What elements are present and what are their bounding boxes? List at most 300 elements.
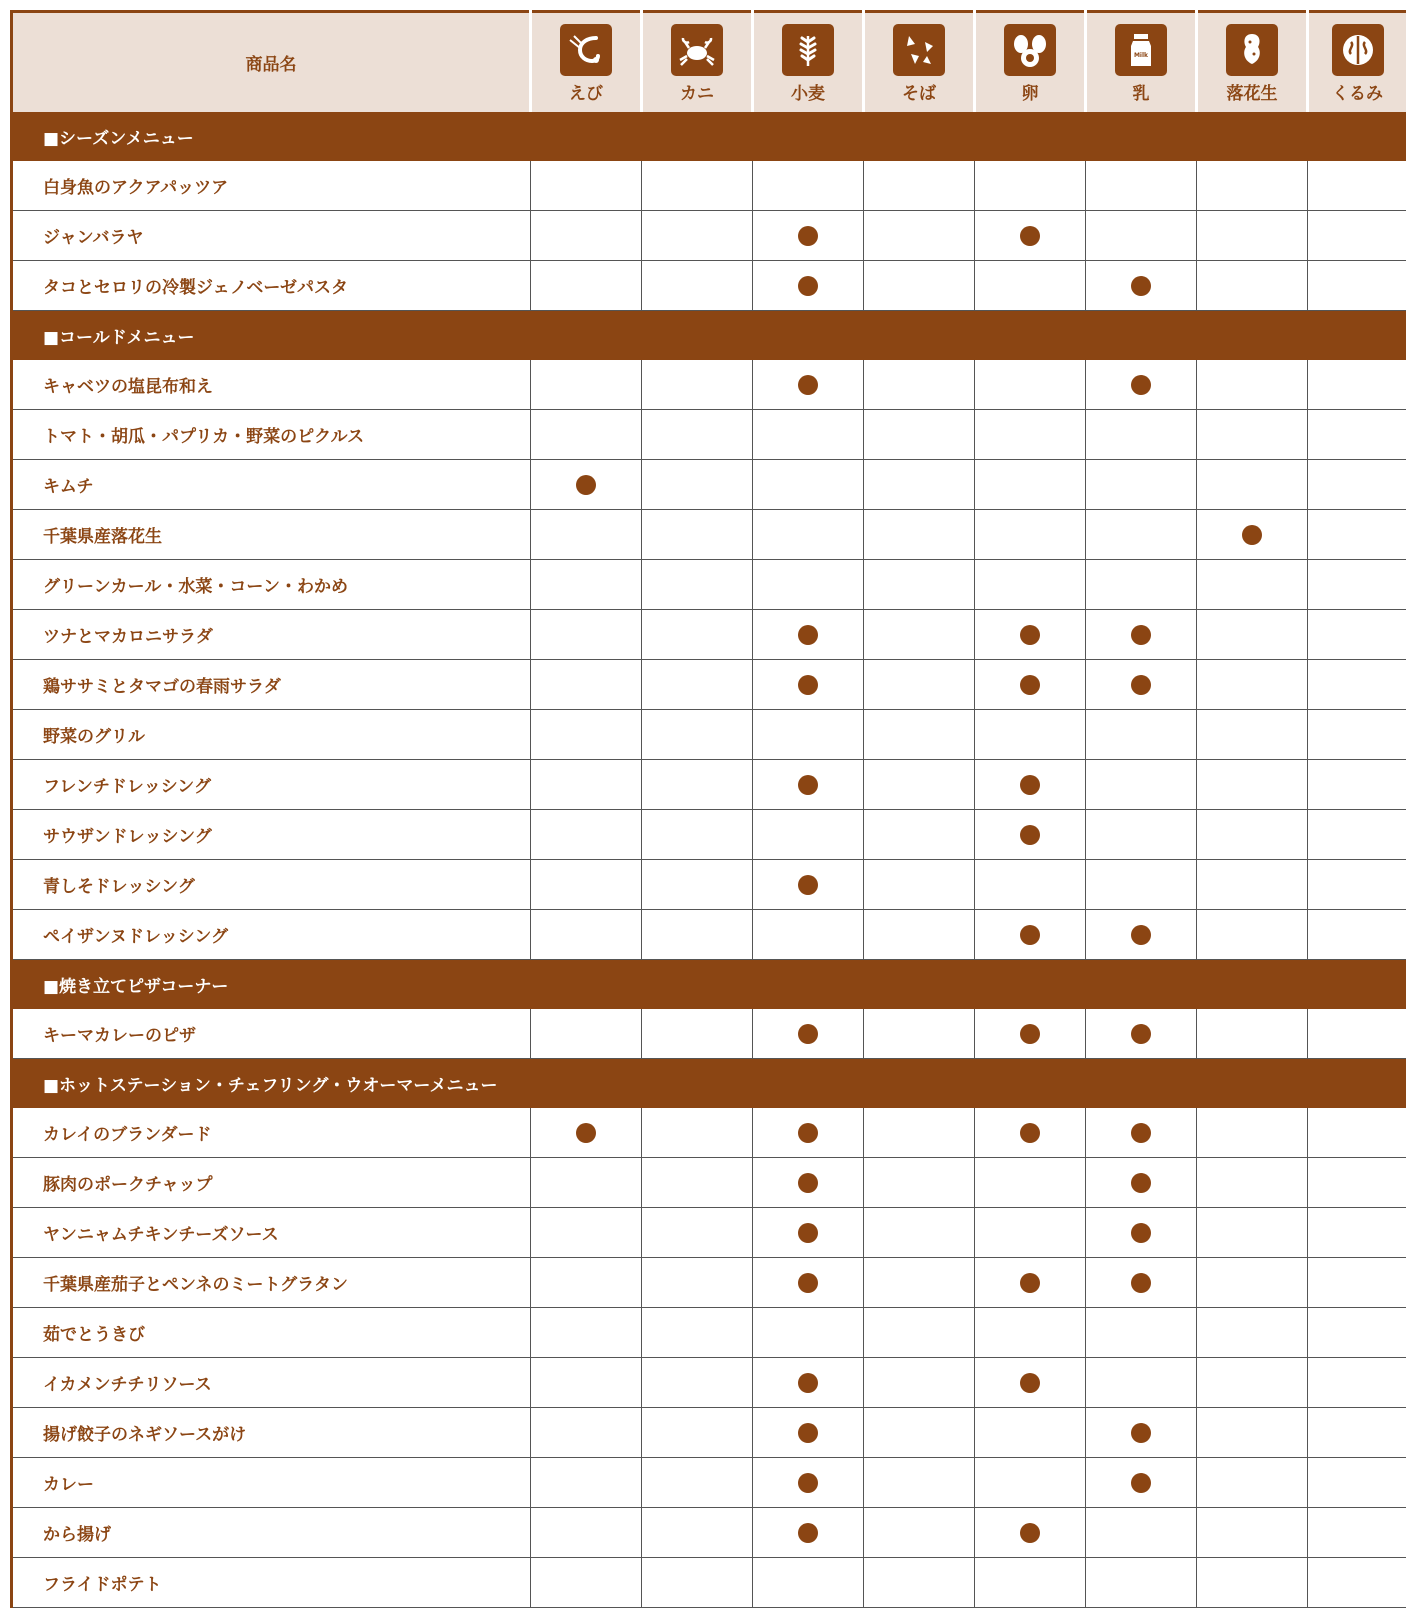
allergen-mark xyxy=(798,625,818,645)
allergen-cell-milk xyxy=(1086,1208,1197,1258)
allergen-cell-buckwheat xyxy=(864,1508,975,1558)
allergen-cell-walnut xyxy=(1308,760,1406,810)
allergen-cell-egg xyxy=(975,660,1086,710)
allergen-cell-buckwheat xyxy=(864,410,975,460)
item-name: 鶏ササミとタマゴの春雨サラダ xyxy=(12,660,531,710)
allergen-cell-milk xyxy=(1086,1258,1197,1308)
allergen-cell-crab xyxy=(642,660,753,710)
allergen-cell-peanut xyxy=(1197,910,1308,960)
item-name: キーマカレーのピザ xyxy=(12,1009,531,1059)
allergen-cell-crab xyxy=(642,910,753,960)
allergen-cell-peanut xyxy=(1197,1408,1308,1458)
allergen-cell-wheat xyxy=(753,610,864,660)
allergen-cell-wheat xyxy=(753,810,864,860)
allergen-cell-buckwheat xyxy=(864,860,975,910)
allergen-mark xyxy=(1131,276,1151,296)
allergen-mark xyxy=(798,875,818,895)
section-row xyxy=(12,112,1406,161)
table-row xyxy=(12,1158,1406,1208)
allergen-cell-peanut xyxy=(1197,710,1308,760)
allergen-cell-milk xyxy=(1086,1408,1197,1458)
allergen-cell-walnut xyxy=(1308,660,1406,710)
allergen-cell-milk xyxy=(1086,810,1197,860)
buckwheat-icon xyxy=(893,24,945,76)
allergen-cell-peanut xyxy=(1197,1108,1308,1158)
item-name: ペイザンヌドレッシング xyxy=(12,910,531,960)
table-row xyxy=(12,760,1406,810)
allergen-cell-shrimp xyxy=(531,810,642,860)
allergen-cell-egg xyxy=(975,910,1086,960)
allergen-cell-wheat xyxy=(753,1158,864,1208)
allergen-cell-buckwheat xyxy=(864,810,975,860)
allergen-cell-egg xyxy=(975,211,1086,261)
allergen-cell-milk xyxy=(1086,760,1197,810)
item-name: 千葉県産落花生 xyxy=(12,510,531,560)
allergen-cell-buckwheat xyxy=(864,660,975,710)
allergen-cell-crab xyxy=(642,510,753,560)
allergen-cell-crab xyxy=(642,1408,753,1458)
allergen-cell-peanut xyxy=(1197,1458,1308,1508)
allergen-label: 卵 xyxy=(1021,84,1039,104)
allergen-header-crab xyxy=(642,12,753,113)
section-title: ■焼き立てピザコーナー xyxy=(12,960,1406,1009)
allergen-cell-wheat xyxy=(753,910,864,960)
allergen-mark xyxy=(798,1273,818,1293)
allergen-cell-buckwheat xyxy=(864,910,975,960)
allergen-cell-walnut xyxy=(1308,1508,1406,1558)
allergen-cell-buckwheat xyxy=(864,161,975,211)
allergen-cell-crab xyxy=(642,610,753,660)
allergen-mark xyxy=(1131,1473,1151,1493)
allergen-cell-peanut xyxy=(1197,1208,1308,1258)
allergen-cell-walnut xyxy=(1308,1258,1406,1308)
item-name: キムチ xyxy=(12,460,531,510)
allergen-cell-egg xyxy=(975,560,1086,610)
allergen-cell-buckwheat xyxy=(864,1009,975,1059)
allergen-cell-shrimp xyxy=(531,460,642,510)
allergen-cell-peanut xyxy=(1197,1508,1308,1558)
allergen-label: 落花生 xyxy=(1226,84,1278,104)
allergen-cell-milk xyxy=(1086,460,1197,510)
allergen-cell-crab xyxy=(642,1508,753,1558)
allergen-cell-shrimp xyxy=(531,1458,642,1508)
allergen-cell-milk xyxy=(1086,360,1197,410)
item-name: トマト・胡瓜・パプリカ・野菜のピクルス xyxy=(12,410,531,460)
item-name: カレー xyxy=(12,1458,531,1508)
table-row xyxy=(12,1358,1406,1408)
allergen-label: そば xyxy=(902,84,936,104)
allergen-cell-buckwheat xyxy=(864,1358,975,1408)
allergen-cell-peanut xyxy=(1197,610,1308,660)
allergen-cell-wheat xyxy=(753,860,864,910)
allergen-mark xyxy=(1131,1223,1151,1243)
allergen-cell-shrimp xyxy=(531,710,642,760)
allergen-mark xyxy=(576,475,596,495)
allergen-cell-walnut xyxy=(1308,460,1406,510)
allergen-header-egg xyxy=(975,12,1086,113)
allergen-cell-wheat xyxy=(753,410,864,460)
allergen-cell-egg xyxy=(975,1158,1086,1208)
table-row xyxy=(12,1458,1406,1508)
allergen-cell-buckwheat xyxy=(864,1158,975,1208)
item-name: から揚げ xyxy=(12,1508,531,1558)
allergen-cell-wheat xyxy=(753,710,864,760)
allergen-cell-crab xyxy=(642,1458,753,1508)
allergen-mark xyxy=(798,1423,818,1443)
allergen-cell-crab xyxy=(642,161,753,211)
allergen-cell-crab xyxy=(642,1108,753,1158)
allergen-cell-walnut xyxy=(1308,211,1406,261)
allergen-cell-milk xyxy=(1086,910,1197,960)
product-name-header: 商品名 xyxy=(12,12,531,113)
allergen-cell-crab xyxy=(642,261,753,311)
allergen-cell-wheat xyxy=(753,360,864,410)
allergen-cell-walnut xyxy=(1308,1158,1406,1208)
allergen-cell-shrimp xyxy=(531,1208,642,1258)
allergen-cell-walnut xyxy=(1308,710,1406,760)
table-row xyxy=(12,211,1406,261)
allergen-header-milk xyxy=(1086,12,1197,113)
allergen-label: 乳 xyxy=(1132,84,1150,104)
allergen-cell-shrimp xyxy=(531,211,642,261)
allergen-cell-walnut xyxy=(1308,1208,1406,1258)
allergen-mark xyxy=(1020,1273,1040,1293)
item-name: ツナとマカロニサラダ xyxy=(12,610,531,660)
allergen-mark xyxy=(1131,625,1151,645)
allergen-cell-wheat xyxy=(753,1358,864,1408)
svg-text:Milk: Milk xyxy=(1133,52,1149,59)
allergen-cell-egg xyxy=(975,860,1086,910)
allergen-cell-egg xyxy=(975,261,1086,311)
allergen-cell-walnut xyxy=(1308,1108,1406,1158)
allergen-cell-egg xyxy=(975,1358,1086,1408)
allergen-cell-peanut xyxy=(1197,510,1308,560)
allergen-label: 小麦 xyxy=(791,84,825,104)
allergen-cell-egg xyxy=(975,1308,1086,1358)
walnut-icon xyxy=(1332,24,1384,76)
allergen-cell-buckwheat xyxy=(864,211,975,261)
crab-icon xyxy=(671,24,723,76)
allergen-cell-shrimp xyxy=(531,1308,642,1358)
item-name: 野菜のグリル xyxy=(12,710,531,760)
allergen-cell-wheat xyxy=(753,1508,864,1558)
allergen-mark xyxy=(1131,1423,1151,1443)
allergen-cell-walnut xyxy=(1308,510,1406,560)
allergen-mark xyxy=(1131,925,1151,945)
allergen-mark xyxy=(1131,1024,1151,1044)
allergen-cell-egg xyxy=(975,1258,1086,1308)
item-name: 千葉県産茄子とペンネのミートグラタン xyxy=(12,1258,531,1308)
allergen-cell-walnut xyxy=(1308,1458,1406,1508)
allergen-cell-walnut xyxy=(1308,1408,1406,1458)
table-row xyxy=(12,860,1406,910)
allergen-mark xyxy=(1020,675,1040,695)
allergen-mark xyxy=(798,1373,818,1393)
allergen-mark xyxy=(1242,525,1262,545)
item-name: 白身魚のアクアパッツア xyxy=(12,161,531,211)
allergen-cell-walnut xyxy=(1308,610,1406,660)
allergen-cell-peanut xyxy=(1197,1308,1308,1358)
allergen-cell-walnut xyxy=(1308,410,1406,460)
table-row xyxy=(12,261,1406,311)
allergen-mark xyxy=(1020,925,1040,945)
allergen-mark xyxy=(1131,675,1151,695)
allergen-cell-milk xyxy=(1086,860,1197,910)
allergen-cell-egg xyxy=(975,1558,1086,1608)
allergen-cell-shrimp xyxy=(531,410,642,460)
allergen-table xyxy=(10,10,1406,1608)
allergen-cell-crab xyxy=(642,710,753,760)
item-name: ヤンニャムチキンチーズソース xyxy=(12,1208,531,1258)
allergen-cell-milk xyxy=(1086,1508,1197,1558)
allergen-cell-egg xyxy=(975,410,1086,460)
table-row xyxy=(12,510,1406,560)
allergen-cell-shrimp xyxy=(531,1108,642,1158)
allergen-mark xyxy=(1131,1173,1151,1193)
allergen-cell-crab xyxy=(642,810,753,860)
item-name: フライドポテト xyxy=(12,1558,531,1608)
allergen-label: カニ xyxy=(680,84,714,104)
allergen-cell-peanut xyxy=(1197,1158,1308,1208)
allergen-cell-crab xyxy=(642,560,753,610)
allergen-cell-crab xyxy=(642,1358,753,1408)
item-name: キャベツの塩昆布和え xyxy=(12,360,531,410)
table-header-row xyxy=(12,12,1406,113)
table-row xyxy=(12,1308,1406,1358)
allergen-cell-egg xyxy=(975,760,1086,810)
allergen-cell-shrimp xyxy=(531,1358,642,1408)
allergen-cell-crab xyxy=(642,410,753,460)
allergen-cell-peanut xyxy=(1197,560,1308,610)
allergen-cell-buckwheat xyxy=(864,1558,975,1608)
allergen-mark xyxy=(1020,825,1040,845)
allergen-cell-buckwheat xyxy=(864,510,975,560)
allergen-cell-crab xyxy=(642,860,753,910)
allergen-cell-crab xyxy=(642,1258,753,1308)
item-name: 豚肉のポークチャップ xyxy=(12,1158,531,1208)
table-row xyxy=(12,560,1406,610)
allergen-mark xyxy=(1020,1523,1040,1543)
allergen-cell-crab xyxy=(642,1208,753,1258)
allergen-cell-milk xyxy=(1086,211,1197,261)
allergen-cell-peanut xyxy=(1197,360,1308,410)
allergen-cell-buckwheat xyxy=(864,1308,975,1358)
allergen-cell-milk xyxy=(1086,410,1197,460)
allergen-header-walnut xyxy=(1308,12,1406,113)
allergen-cell-milk xyxy=(1086,1458,1197,1508)
item-name: 青しそドレッシング xyxy=(12,860,531,910)
table-row xyxy=(12,710,1406,760)
wheat-icon xyxy=(782,24,834,76)
table-row xyxy=(12,161,1406,211)
allergen-mark xyxy=(1020,625,1040,645)
allergen-mark xyxy=(798,276,818,296)
table-row xyxy=(12,1108,1406,1158)
allergen-cell-wheat xyxy=(753,760,864,810)
allergen-cell-egg xyxy=(975,810,1086,860)
allergen-cell-crab xyxy=(642,360,753,410)
allergen-cell-wheat xyxy=(753,460,864,510)
allergen-cell-wheat xyxy=(753,211,864,261)
allergen-mark xyxy=(798,1473,818,1493)
allergen-mark xyxy=(1131,1123,1151,1143)
allergen-cell-milk xyxy=(1086,1009,1197,1059)
allergen-cell-wheat xyxy=(753,1308,864,1358)
table-row xyxy=(12,1258,1406,1308)
item-name: 茹でとうきび xyxy=(12,1308,531,1358)
allergen-cell-milk xyxy=(1086,1158,1197,1208)
allergen-cell-shrimp xyxy=(531,860,642,910)
table-row xyxy=(12,1208,1406,1258)
allergen-cell-shrimp xyxy=(531,1508,642,1558)
peanut-icon xyxy=(1226,24,1278,76)
allergen-cell-walnut xyxy=(1308,360,1406,410)
allergen-mark xyxy=(798,1123,818,1143)
allergen-cell-buckwheat xyxy=(864,360,975,410)
table-row xyxy=(12,1009,1406,1059)
allergen-cell-walnut xyxy=(1308,1358,1406,1408)
allergen-cell-peanut xyxy=(1197,760,1308,810)
allergen-cell-shrimp xyxy=(531,610,642,660)
section-row xyxy=(12,960,1406,1009)
allergen-mark xyxy=(798,375,818,395)
allergen-header-wheat xyxy=(753,12,864,113)
item-name: フレンチドレッシング xyxy=(12,760,531,810)
allergen-label: くるみ xyxy=(1332,84,1383,104)
table-row xyxy=(12,660,1406,710)
allergen-cell-egg xyxy=(975,1458,1086,1508)
allergen-cell-shrimp xyxy=(531,360,642,410)
allergen-cell-crab xyxy=(642,1158,753,1208)
table-row xyxy=(12,1508,1406,1558)
shrimp-icon xyxy=(560,24,612,76)
allergen-mark xyxy=(1131,375,1151,395)
allergen-mark xyxy=(576,1123,596,1143)
allergen-cell-crab xyxy=(642,760,753,810)
table-row xyxy=(12,1408,1406,1458)
allergen-cell-egg xyxy=(975,161,1086,211)
allergen-cell-milk xyxy=(1086,710,1197,760)
table-row xyxy=(12,910,1406,960)
allergen-cell-egg xyxy=(975,1408,1086,1458)
allergen-cell-wheat xyxy=(753,1108,864,1158)
allergen-cell-buckwheat xyxy=(864,1408,975,1458)
allergen-cell-buckwheat xyxy=(864,1458,975,1508)
allergen-cell-shrimp xyxy=(531,161,642,211)
allergen-cell-wheat xyxy=(753,560,864,610)
allergen-cell-egg xyxy=(975,1009,1086,1059)
item-name: カレイのブランダード xyxy=(12,1108,531,1158)
section-row xyxy=(12,1059,1406,1108)
allergen-header-buckwheat xyxy=(864,12,975,113)
item-name: イカメンチチリソース xyxy=(12,1358,531,1408)
item-name: 揚げ餃子のネギソースがけ xyxy=(12,1408,531,1458)
allergen-cell-buckwheat xyxy=(864,261,975,311)
table-row xyxy=(12,810,1406,860)
allergen-cell-crab xyxy=(642,211,753,261)
allergen-cell-buckwheat xyxy=(864,610,975,660)
allergen-cell-crab xyxy=(642,1558,753,1608)
allergen-cell-shrimp xyxy=(531,1258,642,1308)
allergen-cell-egg xyxy=(975,510,1086,560)
section-row xyxy=(12,311,1406,360)
allergen-cell-milk xyxy=(1086,560,1197,610)
allergen-cell-peanut xyxy=(1197,1258,1308,1308)
allergen-mark xyxy=(1020,1123,1040,1143)
allergen-mark xyxy=(798,226,818,246)
table-row xyxy=(12,460,1406,510)
allergen-cell-milk xyxy=(1086,660,1197,710)
allergen-cell-shrimp xyxy=(531,1408,642,1458)
table-body xyxy=(12,112,1406,1608)
allergen-cell-buckwheat xyxy=(864,760,975,810)
table-row xyxy=(12,1558,1406,1608)
section-title: ■シーズンメニュー xyxy=(12,112,1406,161)
allergen-cell-wheat xyxy=(753,1558,864,1608)
allergen-cell-buckwheat xyxy=(864,560,975,610)
item-name: タコとセロリの冷製ジェノベーゼパスタ xyxy=(12,261,531,311)
allergen-header-peanut xyxy=(1197,12,1308,113)
allergen-cell-milk xyxy=(1086,1558,1197,1608)
allergen-cell-peanut xyxy=(1197,860,1308,910)
allergen-cell-buckwheat xyxy=(864,460,975,510)
allergen-cell-walnut xyxy=(1308,860,1406,910)
allergen-mark xyxy=(1020,775,1040,795)
allergen-cell-peanut xyxy=(1197,261,1308,311)
allergen-cell-milk xyxy=(1086,1108,1197,1158)
allergen-cell-peanut xyxy=(1197,410,1308,460)
item-name: グリーンカール・水菜・コーン・わかめ xyxy=(12,560,531,610)
milk-icon xyxy=(1115,24,1167,76)
allergen-label: えび xyxy=(569,84,603,104)
allergen-cell-buckwheat xyxy=(864,1108,975,1158)
allergen-cell-egg xyxy=(975,610,1086,660)
egg-icon xyxy=(1004,24,1056,76)
allergen-cell-egg xyxy=(975,1208,1086,1258)
allergen-cell-wheat xyxy=(753,261,864,311)
allergen-cell-buckwheat xyxy=(864,710,975,760)
allergen-mark xyxy=(798,1024,818,1044)
allergen-cell-egg xyxy=(975,360,1086,410)
allergen-cell-walnut xyxy=(1308,161,1406,211)
allergen-mark xyxy=(798,1523,818,1543)
section-title: ■コールドメニュー xyxy=(12,311,1406,360)
section-title: ■ホットステーション・チェフリング・ウオーマーメニュー xyxy=(12,1059,1406,1108)
allergen-cell-buckwheat xyxy=(864,1258,975,1308)
allergen-cell-egg xyxy=(975,1108,1086,1158)
allergen-cell-crab xyxy=(642,1009,753,1059)
allergen-cell-shrimp xyxy=(531,760,642,810)
allergen-cell-wheat xyxy=(753,1009,864,1059)
allergen-cell-peanut xyxy=(1197,810,1308,860)
item-name: サウザンドレッシング xyxy=(12,810,531,860)
allergen-cell-shrimp xyxy=(531,1009,642,1059)
allergen-mark xyxy=(798,675,818,695)
allergen-cell-walnut xyxy=(1308,1308,1406,1358)
allergen-cell-shrimp xyxy=(531,910,642,960)
allergen-cell-egg xyxy=(975,460,1086,510)
allergen-mark xyxy=(1020,1373,1040,1393)
allergen-mark xyxy=(1020,1024,1040,1044)
allergen-cell-milk xyxy=(1086,610,1197,660)
allergen-cell-peanut xyxy=(1197,1558,1308,1608)
allergen-cell-wheat xyxy=(753,1408,864,1458)
allergen-mark xyxy=(798,1173,818,1193)
allergen-cell-milk xyxy=(1086,1358,1197,1408)
allergen-cell-shrimp xyxy=(531,261,642,311)
allergen-cell-egg xyxy=(975,710,1086,760)
allergen-cell-shrimp xyxy=(531,510,642,560)
